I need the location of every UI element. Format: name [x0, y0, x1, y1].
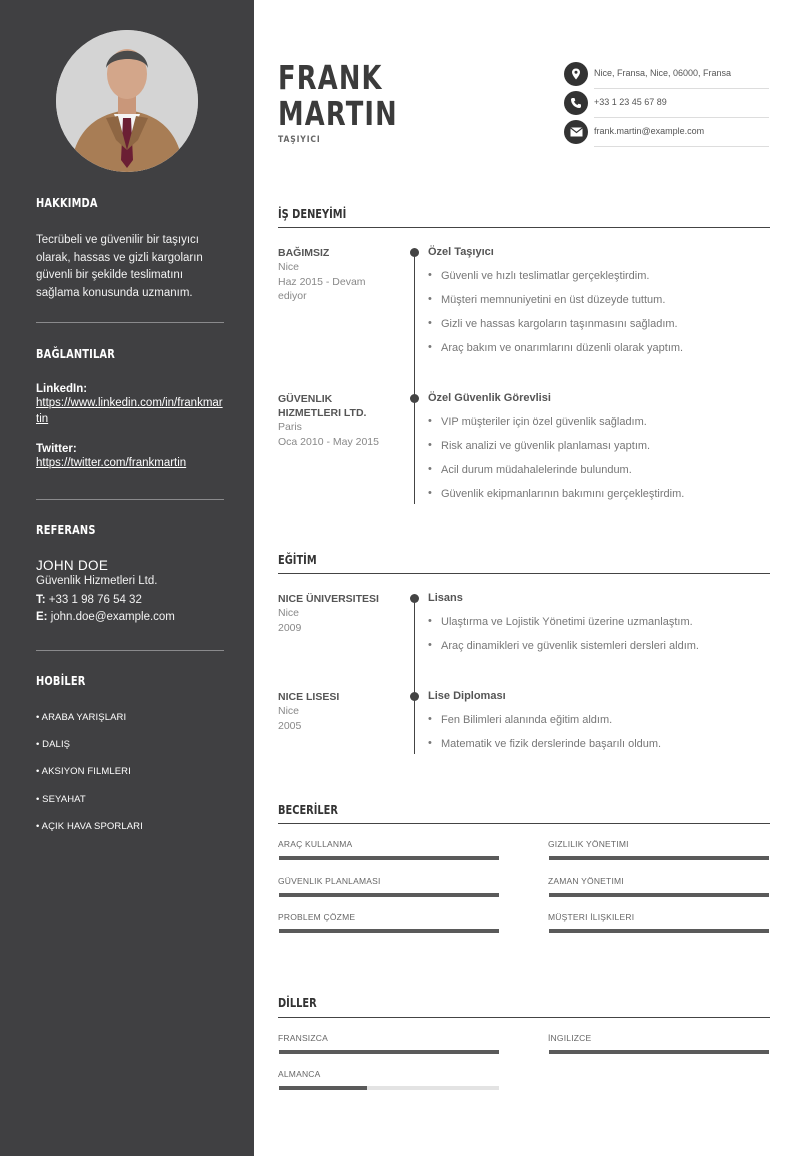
skill-bar-fill — [549, 856, 769, 860]
skill-label: MÜŞTERI İLIŞKILERI — [548, 912, 635, 922]
section-rule — [278, 227, 770, 228]
avatar — [56, 30, 198, 172]
entry-location: Nice — [278, 705, 300, 717]
education-heading: EĞİTİM — [278, 553, 317, 567]
entry-bullets — [428, 714, 768, 762]
contact-phone — [564, 89, 769, 118]
section-rule — [278, 1017, 770, 1018]
timeline-line — [414, 596, 415, 754]
list-item: • AÇIK HAVA SPORLARI — [36, 820, 143, 832]
skill-bar — [549, 893, 769, 897]
person-photo-icon — [56, 30, 198, 172]
skill-label: GIZLILIK YÖNETIMI — [548, 839, 629, 849]
list-item: • Güvenlik ekipmanlarının bakımını gerçekleştirdim. — [428, 488, 768, 512]
timeline-dot — [410, 692, 419, 701]
language-bar — [549, 1050, 769, 1054]
entry-bullets — [428, 616, 768, 664]
entry-role: Özel Güvenlik Görevlisi — [428, 392, 551, 404]
divider — [36, 499, 224, 500]
entry-date: Oca 2010 - May 2015 — [278, 435, 379, 448]
list-item: • Güvenli ve hızlı teslimatlar gerçekleştirdim. — [428, 270, 768, 294]
entry-role: Lisans — [428, 592, 463, 604]
divider — [36, 322, 224, 323]
entry-bullets — [428, 416, 768, 512]
entry-org-name: BAĞIMSIZ — [278, 247, 330, 259]
reference-email-label: E: — [36, 611, 48, 623]
list-item: • Matematik ve fizik derslerinde başarılı oldum. — [428, 738, 768, 762]
skill-bar — [549, 929, 769, 933]
contact-phone-text: +33 1 23 45 67 89 — [594, 97, 667, 107]
contact-email — [564, 118, 769, 147]
language-item — [278, 1069, 498, 1079]
contact-address — [564, 60, 769, 89]
skill-label: ZAMAN YÖNETIMI — [548, 876, 624, 886]
skill-item — [548, 912, 768, 922]
last-name: MARTIN — [278, 94, 398, 133]
skill-item — [548, 839, 768, 849]
skill-bar — [279, 893, 499, 897]
reference-company: Güvenlik Hizmetleri Ltd. — [36, 575, 158, 587]
job-title: TAŞIYICI — [278, 135, 321, 145]
list-item: • AKSIYON FILMLERI — [36, 766, 131, 778]
linkedin-label: LinkedIn: — [36, 383, 88, 395]
language-item — [278, 1033, 498, 1043]
contact-address-text: Nice, Fransa, Nice, 06000, Fransa — [594, 68, 732, 78]
entry-date: 2009 — [278, 621, 302, 634]
skill-bar-fill — [549, 929, 769, 933]
list-item: • Ulaştırma ve Lojistik Yönetimi üzerine uzmanlaştım. — [428, 616, 768, 640]
list-item: • Araç dinamikleri ve güvenlik sistemleri dersleri aldım. — [428, 640, 768, 664]
language-label: FRANSIZCA — [278, 1033, 328, 1043]
section-rule — [278, 823, 770, 824]
timeline-dot — [410, 394, 419, 403]
timeline-dot — [410, 248, 419, 257]
list-item: • Acil durum müdahalelerinde bulundum. — [428, 464, 768, 488]
about-section — [36, 196, 224, 302]
hobbies-list — [36, 712, 224, 848]
contact-email-text: frank.martin@example.com — [594, 126, 705, 136]
skill-bar-fill — [279, 856, 499, 860]
list-item: • Fen Bilimleri alanında eğitim aldım. — [428, 714, 768, 738]
divider — [36, 650, 224, 651]
skill-label: GÜVENLIK PLANLAMASI — [278, 876, 381, 886]
reference-heading: REFERANS — [36, 523, 96, 537]
skill-bar-fill — [279, 893, 499, 897]
reference-phone-label: T: — [36, 594, 46, 606]
sidebar — [0, 0, 254, 1156]
hobbies-heading: HOBİLER — [36, 674, 86, 688]
skills-heading: BECERİLER — [278, 803, 338, 817]
reference-name: JOHN DOE — [36, 558, 109, 573]
reference-phone-line — [36, 592, 224, 609]
reference-phone: +33 1 98 76 54 32 — [48, 594, 142, 606]
list-item: • SEYAHAT — [36, 793, 86, 805]
skill-item — [278, 876, 498, 886]
language-bar — [279, 1050, 499, 1054]
entry-date: Haz 2015 - Devam ediyor — [278, 275, 366, 302]
reference-email-line — [36, 609, 224, 626]
links-heading: BAĞLANTILAR — [36, 347, 115, 361]
entry-role: Lise Diploması — [428, 690, 506, 702]
twitter-link-block — [36, 443, 224, 472]
linkedin-link[interactable]: https://www.linkedin.com/in/frankmartin — [36, 397, 223, 425]
list-item: • Müşteri memnuniyetini en üst düzeyde tuttum. — [428, 294, 768, 318]
list-item: • Araç bakım ve onarımlarını düzenli olarak yaptım. — [428, 342, 768, 366]
language-bar-fill — [279, 1050, 499, 1054]
language-label: İNGILIZCE — [548, 1033, 592, 1043]
envelope-icon — [564, 120, 588, 144]
phone-icon — [564, 91, 588, 115]
list-item: • VIP müşteriler için özel güvenlik sağladım. — [428, 416, 768, 440]
reference-email: john.doe@example.com — [50, 611, 175, 623]
skill-bar-fill — [549, 893, 769, 897]
language-bar — [279, 1086, 499, 1090]
entry-organization — [278, 690, 396, 733]
links-section — [36, 347, 224, 472]
twitter-label: Twitter: — [36, 443, 77, 455]
skill-item — [278, 912, 498, 922]
language-bar-fill — [549, 1050, 769, 1054]
list-item: • DALIŞ — [36, 739, 71, 751]
list-item: • Risk analizi ve güvenlik planlaması yaptım. — [428, 440, 768, 464]
language-label: ALMANCA — [278, 1069, 321, 1079]
timeline-dot — [410, 594, 419, 603]
reference-section — [36, 523, 224, 626]
skill-item — [278, 839, 498, 849]
skill-bar — [279, 856, 499, 860]
skill-item — [548, 876, 768, 886]
linkedin-link-block — [36, 383, 224, 427]
about-text: Tecrübeli ve güvenilir bir taşıyıcı olarak, hassas ve gizli kargoların güvenli bir şekilde teslimatını sağlama konusunda uzmanım. — [36, 234, 203, 299]
entry-organization — [278, 392, 396, 449]
list-item: • ARABA YARIŞLARI — [36, 712, 127, 723]
full-name — [278, 60, 398, 132]
skill-bar — [279, 929, 499, 933]
skill-bar-fill — [279, 929, 499, 933]
divider — [594, 146, 769, 147]
entry-role: Özel Taşıyıcı — [428, 246, 494, 258]
timeline-line — [414, 250, 415, 504]
entry-organization — [278, 246, 396, 304]
entry-location: Nice — [278, 607, 300, 619]
entry-date: 2005 — [278, 719, 302, 732]
entry-location: Nice — [278, 261, 300, 273]
about-heading: HAKKIMDA — [36, 196, 98, 210]
entry-org-name: NICE LISESI — [278, 691, 340, 703]
list-item: • Gizli ve hassas kargoların taşınmasını sağladım. — [428, 318, 768, 342]
experience-heading: İŞ DENEYİMİ — [278, 207, 347, 221]
map-pin-icon — [564, 62, 588, 86]
entry-organization — [278, 592, 396, 635]
first-name: FRANK — [278, 58, 383, 97]
skill-label: ARAÇ KULLANMA — [278, 839, 353, 849]
languages-heading: DİLLER — [278, 996, 317, 1010]
skill-bar — [549, 856, 769, 860]
entry-org-name: NICE ÜNIVERSITESI — [278, 593, 379, 605]
twitter-link[interactable]: https://twitter.com/frankmartin — [36, 457, 187, 469]
skill-label: PROBLEM ÇÖZME — [278, 912, 356, 922]
entry-location: Paris — [278, 421, 302, 433]
entry-bullets — [428, 270, 768, 366]
language-item — [548, 1033, 768, 1043]
language-bar-fill — [279, 1086, 367, 1090]
hobbies-section — [36, 674, 224, 848]
section-rule — [278, 573, 770, 574]
entry-org-name: GÜVENLIK HIZMETLERI LTD. — [278, 393, 367, 419]
